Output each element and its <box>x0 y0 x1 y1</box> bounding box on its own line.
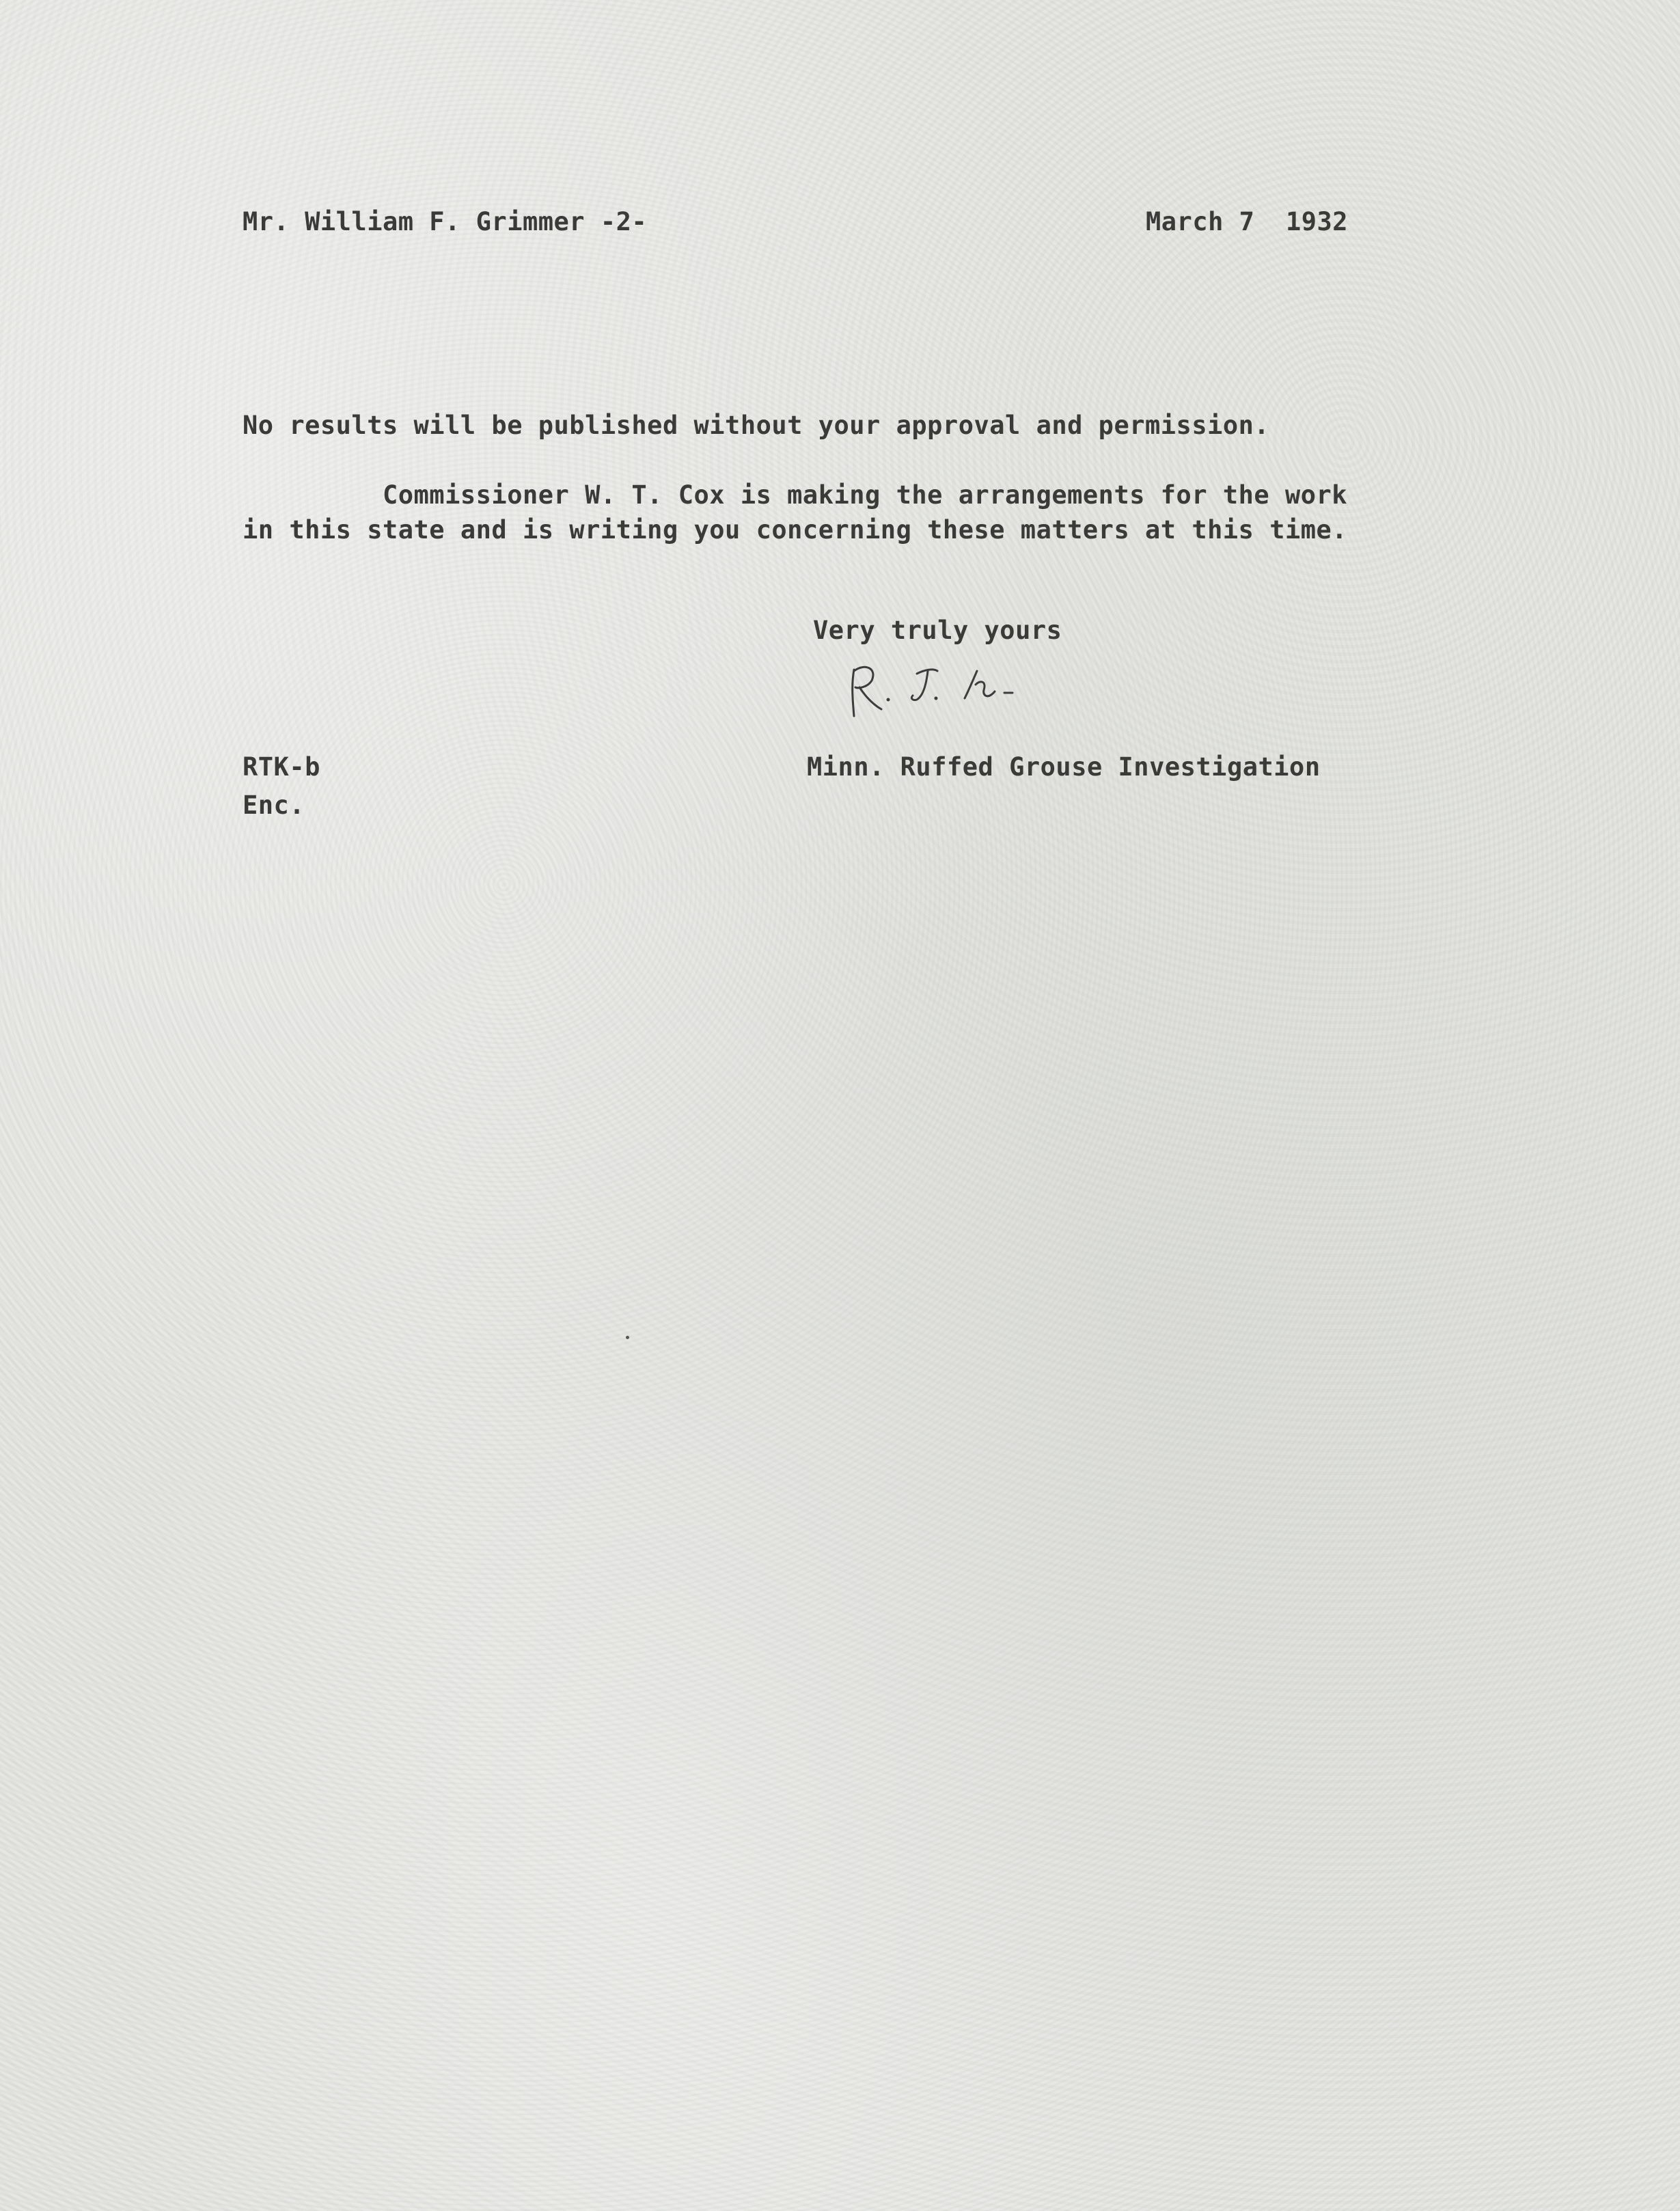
reference-initials: RTK-b <box>243 752 320 782</box>
body-paragraph-2-line-1: Commissioner W. T. Cox is making the arrangements for the work <box>243 480 1348 510</box>
header-date: March 7 1932 <box>1146 207 1349 236</box>
signature-organization: Minn. Ruffed Grouse Investigation <box>807 752 1321 782</box>
body-paragraph-2-line-2: in this state and is writing you concerning these matters at this time. <box>243 515 1348 545</box>
header-addressee: Mr. William F. Grimmer -2- <box>243 207 648 236</box>
enclosure-notation: Enc. <box>243 791 305 820</box>
closing: Very truly yours <box>813 616 1062 645</box>
paper-speck <box>626 1336 629 1339</box>
handwritten-signature <box>842 656 1047 731</box>
body-paragraph-1: No results will be published without your approval and permission. <box>243 411 1270 440</box>
